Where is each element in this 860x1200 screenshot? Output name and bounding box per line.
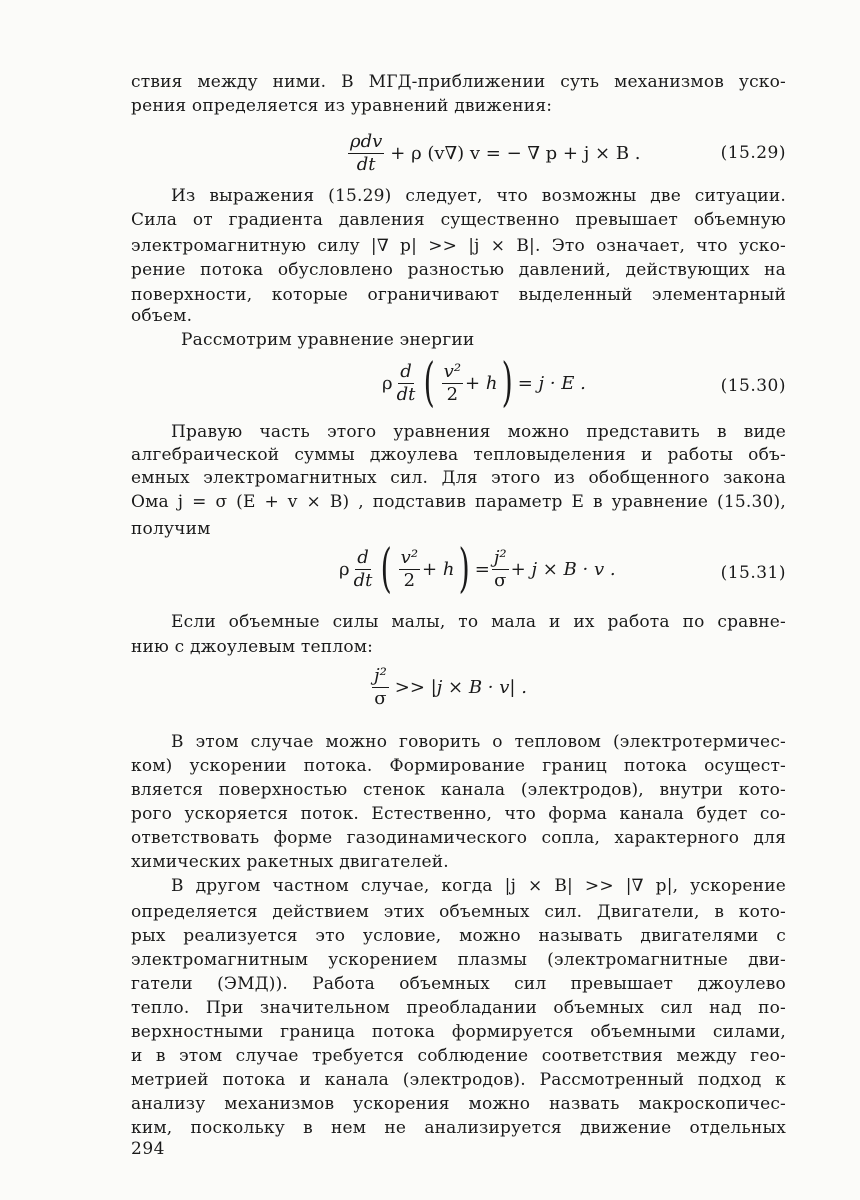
- equation-rest: = j · E .: [517, 372, 586, 394]
- text-line: Ома j = σ (E + v × B) , подставив параметр E в уравнение (15.30),: [131, 492, 786, 512]
- denominator: 2: [446, 383, 459, 405]
- right-paren: ): [502, 353, 514, 413]
- text-line: Сила от градиента давления существенно превышает объемную: [131, 210, 786, 230]
- equation-rest: + ρ (v∇) v = − ∇ p + j × B .: [390, 143, 641, 164]
- text-line: рения определяется из уравнений движения:: [131, 96, 553, 116]
- text-line: емных электромагнитных сил. Для этого из обобщенного закона: [131, 468, 786, 488]
- fraction: [492, 548, 509, 591]
- numerator: ρdv: [350, 131, 383, 152]
- fraction: [348, 132, 384, 175]
- equation-label: (15.29): [720, 143, 786, 163]
- text-line: определяется действием этих объемных сил. Двигатели, в кото-: [131, 902, 786, 922]
- text-line: В этом случае можно говорить о тепловом (электротермичес-: [171, 732, 786, 752]
- numerator: d: [400, 360, 412, 382]
- numerator: j²: [374, 665, 387, 686]
- inequality-rest: >> |j × B · v| .: [394, 677, 527, 698]
- text-line: рого ускоряется поток. Естественно, что форма канала будет со-: [131, 804, 786, 824]
- text-line: В другом частном случае, когда |j × B| >> |∇ p|, ускорение: [171, 876, 786, 896]
- text-line: Если объемные силы малы, то мала и их работа по сравне-: [171, 612, 786, 632]
- denominator: 2: [403, 569, 416, 591]
- text-line: химических ракетных двигателей.: [131, 852, 449, 872]
- numerator: v²: [400, 546, 419, 568]
- fraction: [442, 362, 463, 405]
- text-line: алгебраической суммы джоулева тепловыделения и работы объ-: [131, 445, 786, 465]
- text-line: получим: [131, 519, 211, 539]
- plus-h: + h: [465, 372, 498, 394]
- text-line: ответствовать форме газодинамического сопла, характерного для: [131, 828, 786, 848]
- numerator: j²: [493, 546, 507, 568]
- text-line: Правую часть этого уравнения можно представить в виде: [171, 422, 786, 442]
- text-line: ком) ускорении потока. Формирование границ потока осущест-: [131, 756, 786, 776]
- text-line: метрией потока и канала (электродов). Рассмотренный подход к: [131, 1070, 786, 1090]
- text-line: и в этом случае требуется соблюдение соответствия между гео-: [131, 1046, 786, 1066]
- fraction: [399, 548, 420, 591]
- fraction: [372, 666, 389, 709]
- equation-rest: + j × B · v .: [510, 558, 616, 580]
- fraction: [352, 548, 375, 591]
- rho-symbol: ρ: [382, 372, 393, 394]
- equation-label: (15.30): [720, 376, 786, 396]
- text-line: поверхности, которые ограничивают выделенный элементарный: [131, 285, 786, 305]
- denominator: σ: [374, 688, 387, 709]
- text-line: объем.: [131, 306, 193, 326]
- page-number: 294: [131, 1139, 165, 1159]
- inequality: [370, 666, 527, 709]
- numerator: d: [357, 546, 369, 568]
- numerator: v²: [443, 360, 462, 382]
- text-line: электромагнитную силу |∇ p| >> |j × B|. Это означает, что уско-: [131, 236, 786, 256]
- text-line: гатели (ЭМД)). Работа объемных сил превышает джоулево: [131, 974, 786, 994]
- text-line: рение потока обусловлено разностью давлений, действующих на: [131, 260, 786, 280]
- equation-15-29: [346, 132, 641, 175]
- left-paren: (: [380, 539, 393, 599]
- text-line: тепло. При значительном преобладании объемных сил над по-: [131, 998, 786, 1018]
- denominator: dt: [353, 569, 373, 591]
- text-line: электромагнитным ускорением плазмы (электромагнитные дви-: [131, 950, 786, 970]
- text-line: анализу механизмов ускорения можно назвать макроскопичес-: [131, 1094, 786, 1114]
- text-line: рых реализуется это условие, можно называть двигателями с: [131, 926, 786, 946]
- text-line: нию с джоулевым теплом:: [131, 637, 374, 657]
- text-line: верхностными граница потока формируется объемными силами,: [131, 1022, 786, 1042]
- rho-symbol: ρ: [339, 558, 350, 580]
- denominator: σ: [494, 569, 507, 591]
- text-line: ствия между ними. В МГД-приближении суть механизмов уско-: [131, 72, 786, 92]
- left-paren: (: [423, 353, 436, 413]
- fraction: [395, 362, 418, 405]
- plus-h: + h: [422, 558, 455, 580]
- equals: =: [474, 558, 490, 580]
- text-line: ким, поскольку в нем не анализируется движение отдельных: [131, 1118, 786, 1138]
- text-line: Рассмотрим уравнение энергии: [181, 330, 475, 350]
- denominator: dt: [356, 154, 376, 175]
- denominator: dt: [396, 383, 416, 405]
- equation-15-30: [382, 353, 586, 413]
- equation-15-31: [339, 539, 616, 599]
- text-line: вляется поверхностью стенок канала (электродов), внутри кото-: [131, 780, 786, 800]
- right-paren: ): [459, 539, 471, 599]
- equation-label: (15.31): [720, 563, 786, 583]
- text-line: Из выражения (15.29) следует, что возможны две ситуации.: [171, 186, 786, 206]
